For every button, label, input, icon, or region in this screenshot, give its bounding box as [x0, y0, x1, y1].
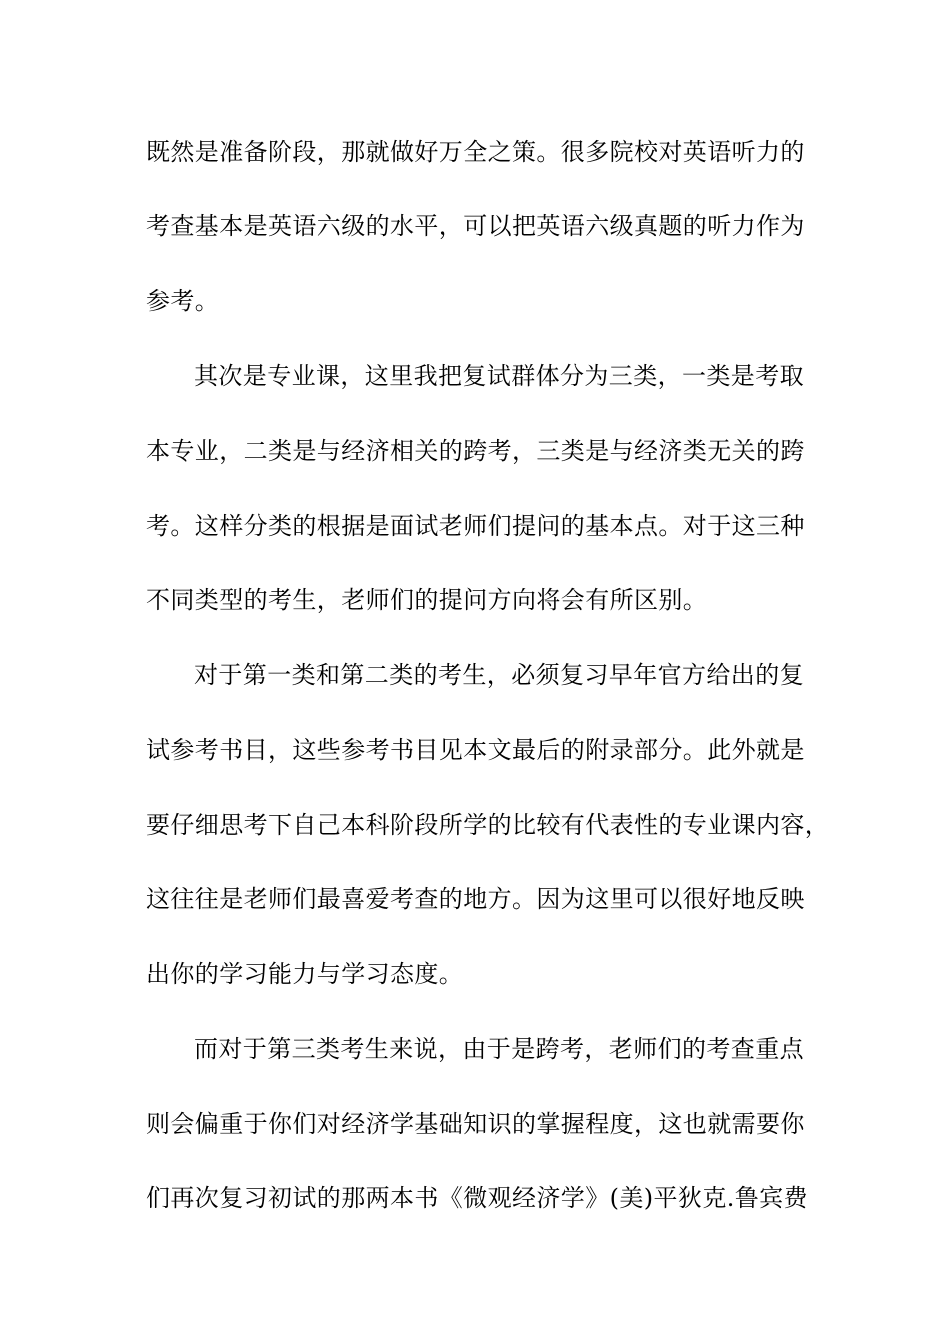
text-line: 既然是准备阶段，那就做好万全之策。很多院校对英语听力的 [146, 138, 805, 166]
text-line: 们再次复习初试的那两本书《微观经济学》(美)平狄克.鲁宾费 [146, 1184, 808, 1212]
text-line: 试参考书目，这些参考书目见本文最后的附录部分。此外就是 [146, 736, 805, 764]
paragraph-first-line: 其次是专业课，这里我把复试群体分为三类，一类是考取 [194, 362, 804, 390]
paragraph-first-line: 而对于第三类考生来说，由于是跨考，老师们的考查重点 [194, 1035, 804, 1063]
text-line: 考。这样分类的根据是面试老师们提问的基本点。对于这三种 [146, 512, 805, 540]
text-line: 出你的学习能力与学习态度。 [146, 960, 464, 988]
text-line: 不同类型的考生，老师们的提问方向将会有所区别。 [146, 586, 708, 614]
text-line: 考查基本是英语六级的水平，可以把英语六级真题的听力作为 [146, 212, 805, 240]
text-line: 参考。 [146, 287, 220, 315]
text-line: 要仔细思考下自己本科阶段所学的比较有代表性的专业课内容， [146, 811, 830, 839]
text-line: 本专业，二类是与经济相关的跨考，三类是与经济类无关的跨 [146, 437, 805, 465]
text-line: 则会偏重于你们对经济学基础知识的掌握程度，这也就需要你 [146, 1110, 805, 1138]
paragraph-first-line: 对于第一类和第二类的考生，必须复习早年官方给出的复 [194, 661, 804, 689]
text-line: 这往往是老师们最喜爱考查的地方。因为这里可以很好地反映 [146, 885, 805, 913]
